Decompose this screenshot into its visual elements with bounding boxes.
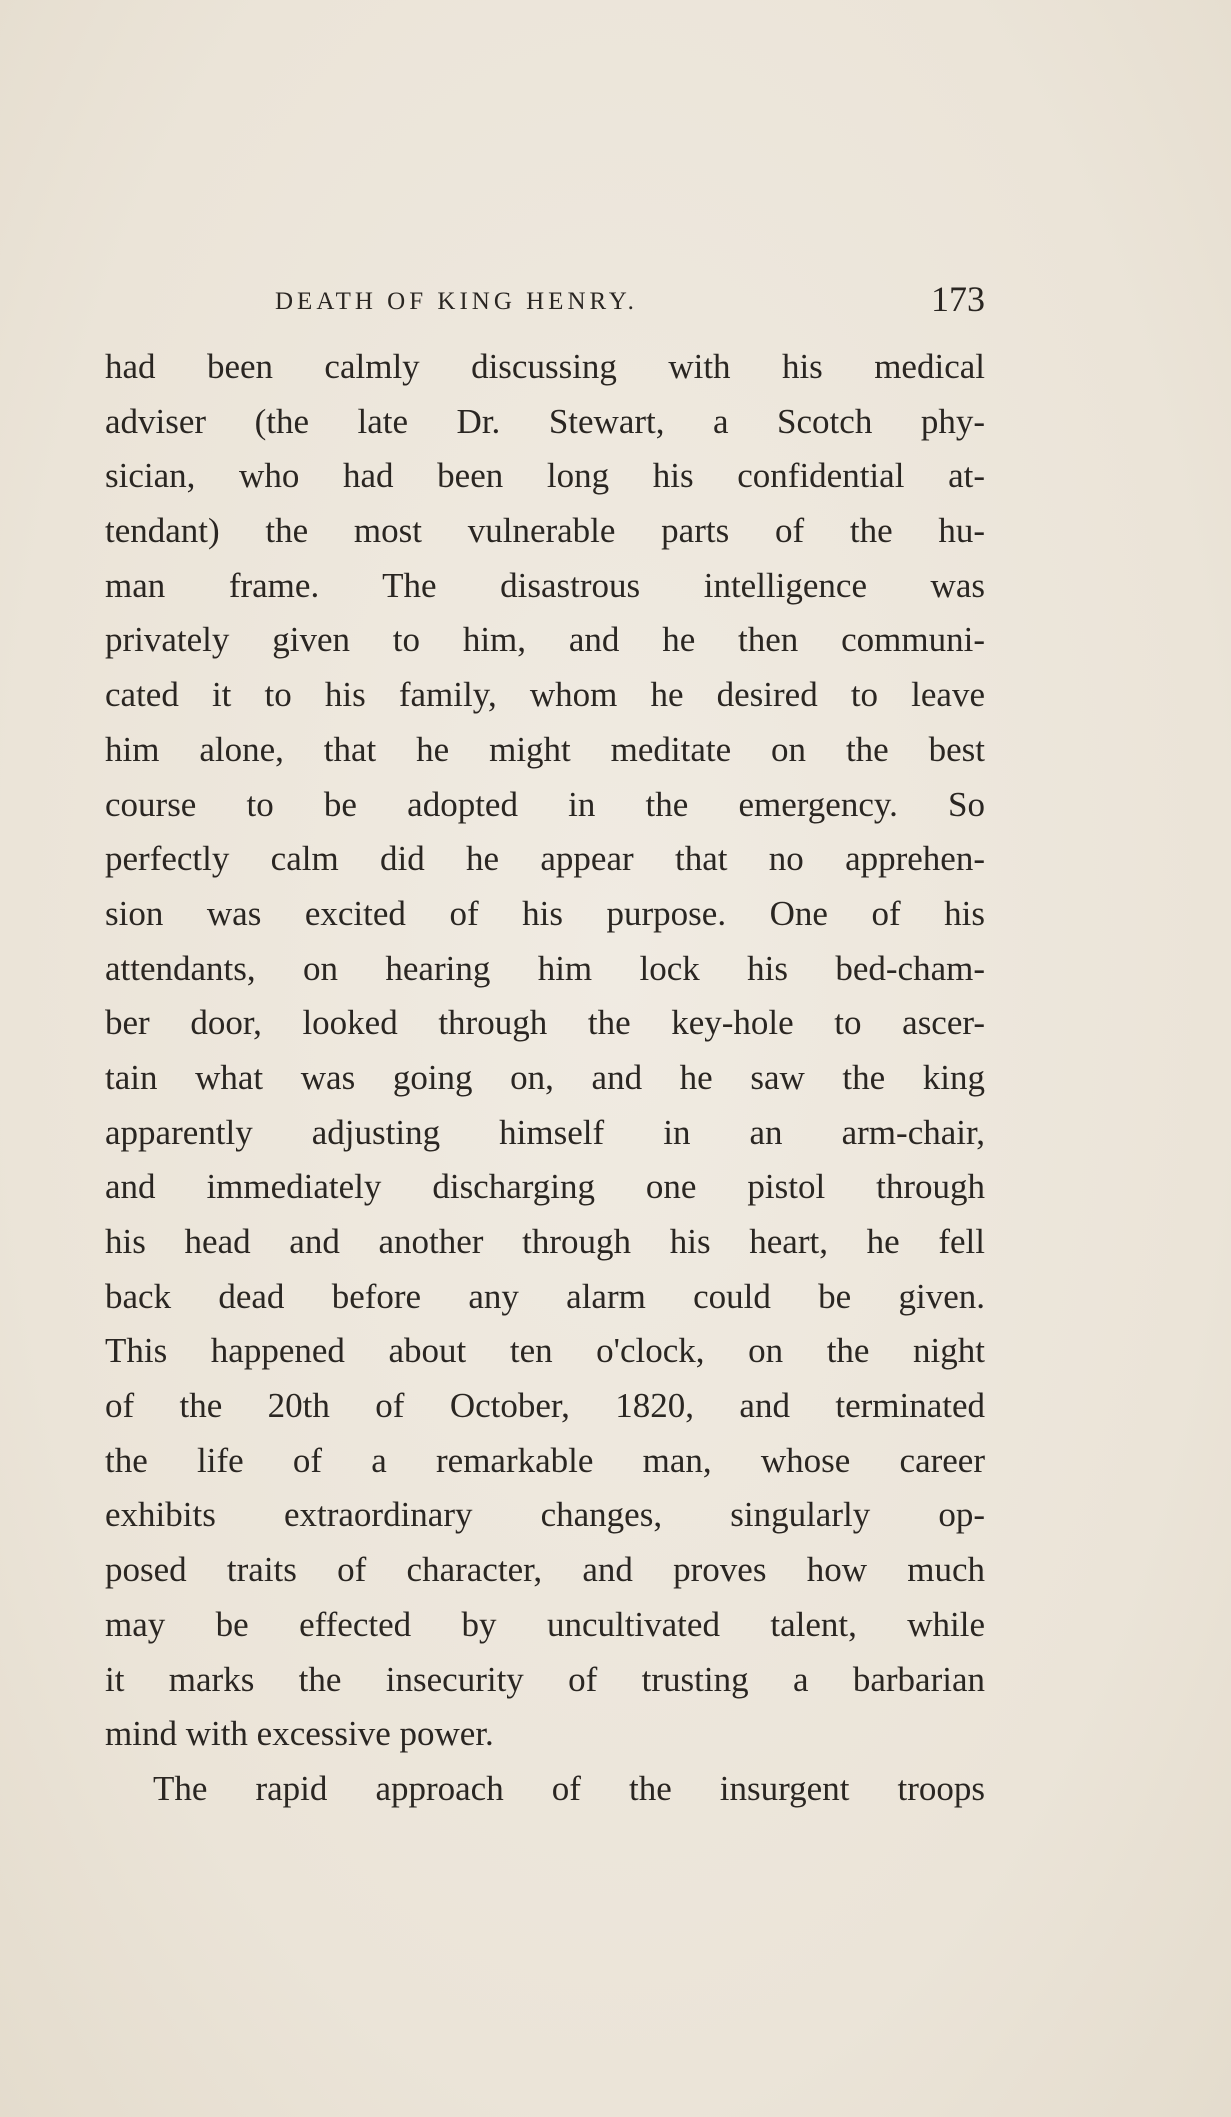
text-line: man frame. The disastrous intelligence was xyxy=(105,565,985,605)
body-text xyxy=(105,340,985,1817)
text-line: adviser (the late Dr. Stewart, a Scotch phy- xyxy=(105,401,985,441)
text-line: it marks the insecurity of trusting a barbarian xyxy=(105,1659,985,1699)
text-line: of the 20th of October, 1820, and terminated xyxy=(105,1386,985,1426)
text-line: him alone, that he might meditate on the best xyxy=(105,729,985,769)
text-line: apparently adjusting himself in an arm-chair, xyxy=(105,1112,985,1152)
text-line: had been calmly discussing with his medical xyxy=(105,347,985,386)
text-line: sician, who had been long his confidential at- xyxy=(105,456,985,496)
text-line: ber door, looked through the key-hole to ascer- xyxy=(105,1003,985,1043)
text-line: tain what was going on, and he saw the king xyxy=(105,1057,985,1097)
text-line: cated it to his family, whom he desired to leave xyxy=(105,675,985,715)
text-line: tendant) the most vulnerable parts of the hu- xyxy=(105,511,985,551)
text-line: mind with excessive power. xyxy=(105,1714,494,1754)
text-line: his head and another through his heart, he fell xyxy=(105,1222,985,1261)
text-line: exhibits extraordinary changes, singularly op- xyxy=(105,1495,985,1535)
text-line: attendants, on hearing him lock his bed-cham- xyxy=(105,948,985,988)
text-line: posed traits of character, and proves how much xyxy=(105,1550,985,1590)
text-line: This happened about ten o'clock, on the night xyxy=(105,1331,985,1371)
running-title: DEATH OF KING HENRY. xyxy=(275,288,638,315)
text-line: may be effected by uncultivated talent, while xyxy=(105,1604,985,1644)
text-line: sion was excited of his purpose. One of his xyxy=(105,893,985,933)
text-line: The rapid approach of the insurgent troops xyxy=(153,1768,985,1808)
page-number: 173 xyxy=(931,279,985,319)
text-line: perfectly calm did he appear that no apprehen- xyxy=(105,839,985,879)
text-line: privately given to him, and he then communi- xyxy=(105,620,985,660)
text-line: and immediately discharging one pistol through xyxy=(105,1167,985,1207)
text-line: back dead before any alarm could be given. xyxy=(105,1276,985,1316)
page-header xyxy=(105,280,985,330)
text-line: course to be adopted in the emergency. So xyxy=(105,784,985,824)
text-line: the life of a remarkable man, whose career xyxy=(105,1440,985,1480)
